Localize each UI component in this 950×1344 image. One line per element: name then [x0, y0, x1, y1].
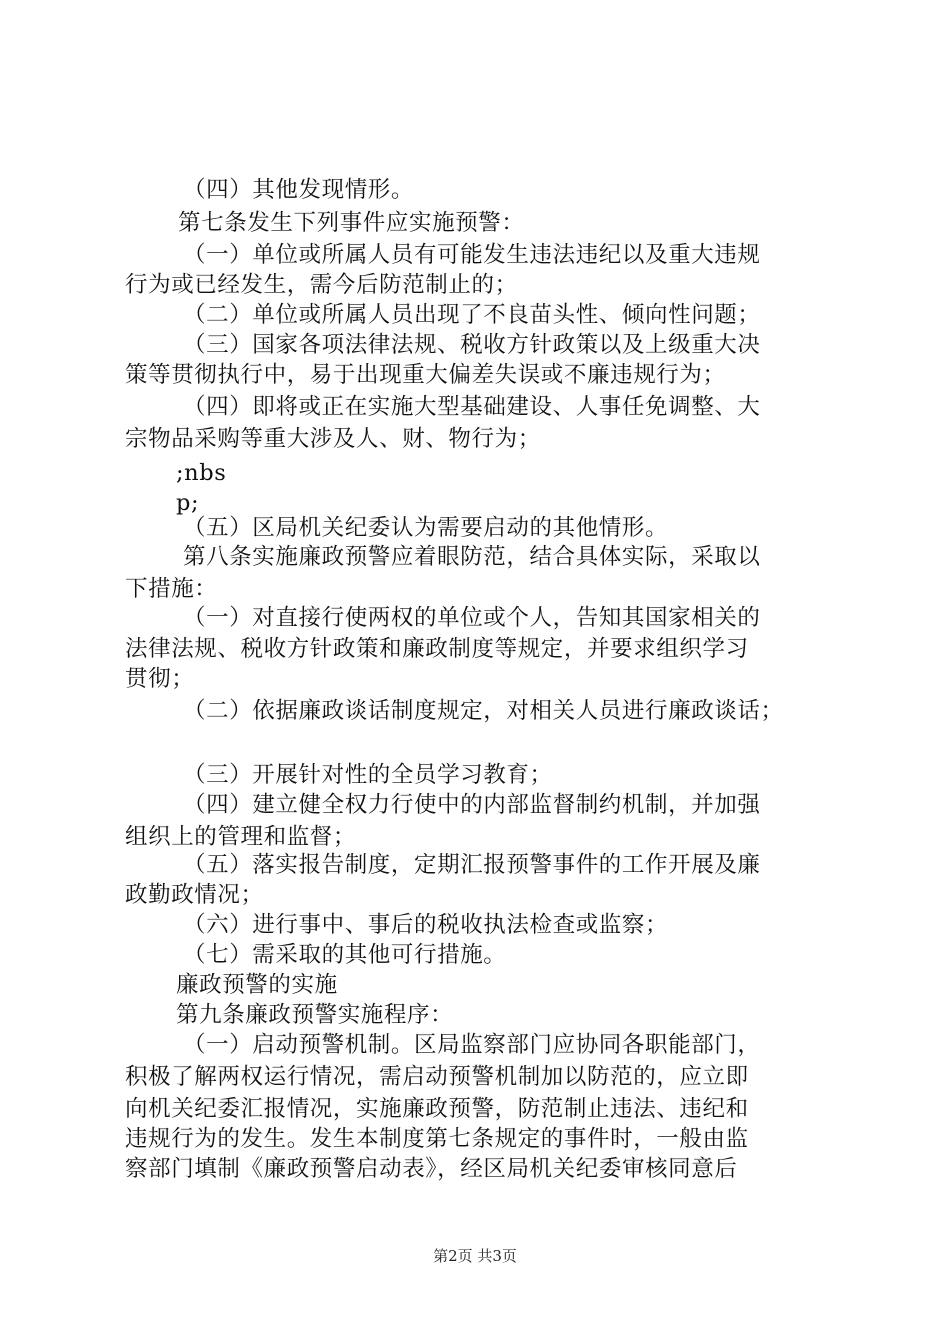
text-line: （一）单位或所属人员有可能发生违法违纪以及重大违规	[183, 242, 761, 268]
text-line: （四）其他发现情形。	[183, 177, 415, 203]
text-line: （三）国家各项法律法规、税收方针政策以及上级重大决	[183, 332, 761, 358]
text-line: 下措施：	[125, 576, 218, 602]
text-line: 宗物品采购等重大涉及人、财、物行为；	[125, 426, 541, 452]
text-line: （一）对直接行使两权的单位或个人，告知其国家相关的	[183, 605, 761, 631]
text-line: （五）落实报告制度，定期汇报预警事件的工作开展及廉	[183, 852, 761, 878]
text-line: 积极了解两权运行情况，需启动预警机制加以防范的，应立即	[125, 1064, 749, 1090]
text-line: （二）依据廉政谈话制度规定，对相关人员进行廉政谈话；	[183, 698, 784, 724]
text-line: 政勤政情况；	[125, 882, 264, 908]
text-line: 策等贯彻执行中，易于出现重大偏差失误或不廉违规行为；	[125, 362, 726, 388]
text-line: （五）区局机关纪委认为需要启动的其他情形。	[183, 515, 669, 541]
article-heading: 第八条实施廉政预警应着眼防范，结合具体实际，采取以	[183, 544, 761, 570]
text-line: （四）即将或正在实施大型基础建设、人事任免调整、大	[183, 394, 761, 420]
text-line: （一）启动预警机制。区局监察部门应协同各职能部门，	[183, 1032, 761, 1058]
text-line: 违规行为的发生。发生本制度第七条规定的事件时，一般由监	[125, 1126, 749, 1152]
text-line: p;	[176, 490, 200, 516]
text-line: 组织上的管理和监督；	[125, 824, 357, 850]
text-line: （六）进行事中、事后的税收执法检查或监察；	[183, 912, 669, 938]
text-line: （七）需采取的其他可行措施。	[183, 942, 507, 968]
text-line: （三）开展针对性的全员学习教育；	[183, 762, 553, 788]
article-heading: 第七条发生下列事件应实施预警：	[178, 210, 525, 236]
text-line: 察部门填制《廉政预警启动表》，经区局机关纪委审核同意后	[125, 1156, 738, 1182]
text-line: 行为或已经发生，需今后防范制止的；	[125, 272, 518, 298]
text-line: ;nbs	[176, 460, 227, 486]
page-number-footer: 第2页 共3页	[433, 1247, 517, 1265]
text-line: 向机关纪委汇报情况，实施廉政预警，防范制止违法、违纪和	[125, 1096, 749, 1122]
text-line: 贯彻；	[125, 666, 195, 692]
section-heading: 廉政预警的实施	[176, 972, 338, 998]
article-heading: 第九条廉政预警实施程序：	[176, 1002, 454, 1028]
text-line: 法律法规、税收方针政策和廉政制度等规定，并要求组织学习	[125, 636, 749, 662]
text-line: （四）建立健全权力行使中的内部监督制约机制，并加强	[183, 792, 761, 818]
text-line: （二）单位或所属人员出现了不良苗头性、倾向性问题；	[183, 302, 761, 328]
